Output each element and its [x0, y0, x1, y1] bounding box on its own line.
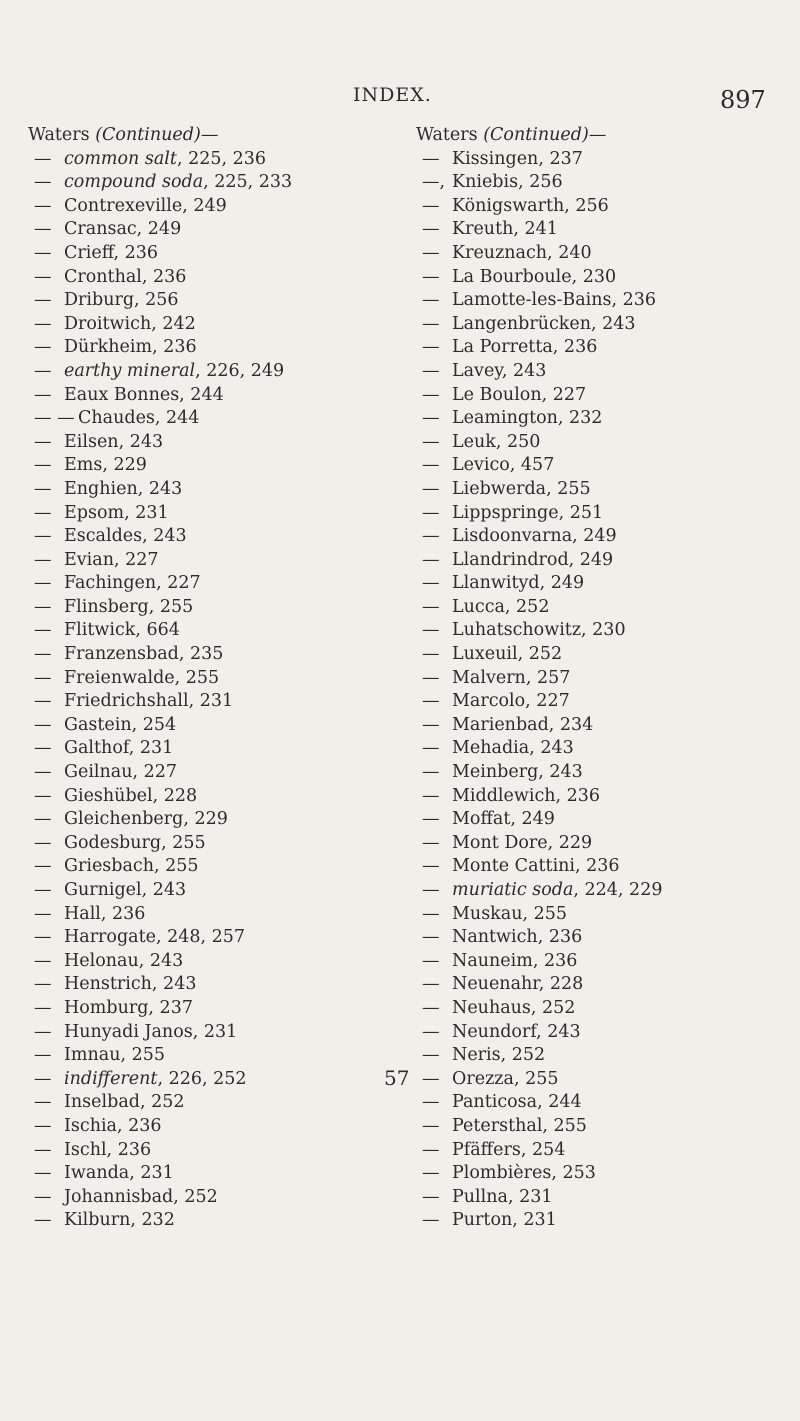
- index-entry: [416, 218, 796, 242]
- right-column: [416, 124, 796, 1233]
- entry-text: Kreuth, 241: [452, 219, 558, 240]
- index-entry: [416, 926, 796, 950]
- entry-dash: —: [422, 1210, 440, 1231]
- entry-text: Ischl, 236: [64, 1139, 152, 1160]
- entry-dash: —: [422, 266, 440, 287]
- entry-text: Dürkheim, 236: [64, 337, 197, 358]
- entry-dash: —: [34, 738, 52, 759]
- entry-text: Harrogate, 248, 257: [64, 927, 246, 948]
- entry-text: Lavey, 243: [452, 360, 547, 381]
- entry-text: Moffat, 249: [452, 809, 555, 830]
- entry-dash: —: [422, 195, 440, 216]
- index-entry: [28, 690, 358, 714]
- entry-dash: —: [422, 502, 440, 523]
- entry-text: Neuenahr, 228: [452, 974, 584, 995]
- index-entry: [416, 973, 796, 997]
- entry-text: Inselbad, 252: [64, 1092, 185, 1113]
- index-entry: [416, 195, 796, 219]
- entry-dash: —: [34, 809, 52, 830]
- entry-dash: —: [422, 596, 440, 617]
- entry-dash: —: [34, 1045, 52, 1066]
- index-entry: [416, 1068, 796, 1092]
- index-entry: [28, 148, 358, 172]
- entry-text: Meinberg, 243: [452, 762, 583, 783]
- index-entry: [416, 502, 796, 526]
- entry-text: Gieshübel, 228: [64, 785, 198, 806]
- entry-dash: —: [422, 1045, 440, 1066]
- entry-dash: —: [34, 1021, 52, 1042]
- entry-dash: —: [422, 526, 440, 547]
- entry-dash: —: [422, 880, 440, 900]
- entry-dash: —: [422, 313, 440, 334]
- index-entry: [28, 1139, 358, 1163]
- index-entry: [416, 690, 796, 714]
- entry-text: Llandrindrod, 249: [452, 549, 614, 570]
- entry-dash: —: [34, 644, 52, 665]
- entry-dash: —: [422, 1092, 440, 1113]
- index-entry: [416, 171, 796, 195]
- index-entry: [416, 643, 796, 667]
- entry-text: Marienbad, 234: [452, 714, 594, 735]
- index-entry: [28, 431, 358, 455]
- index-entry: [28, 808, 358, 832]
- entry-dash: —: [34, 1092, 52, 1113]
- index-entry: [416, 549, 796, 573]
- entry-text: Lamotte-les-Bains, 236: [452, 290, 657, 311]
- index-entry: [28, 454, 358, 478]
- index-entry: [416, 950, 796, 974]
- index-entry: [416, 313, 796, 337]
- entry-dash: —: [34, 832, 52, 853]
- entry-dash: —: [34, 856, 52, 877]
- index-entry: [416, 761, 796, 785]
- column-heading: [28, 124, 358, 148]
- entry-dash: —: [422, 455, 440, 476]
- entry-dash: —: [422, 809, 440, 830]
- heading-main: Waters: [28, 125, 90, 145]
- index-entry: [28, 195, 358, 219]
- entry-text: Geilnau, 227: [64, 762, 178, 783]
- entry-dash: —: [422, 1021, 440, 1042]
- entry-text: Driburg, 256: [64, 290, 179, 311]
- index-entry: [416, 242, 796, 266]
- entry-dash: —: [422, 832, 440, 853]
- entry-dash: —: [422, 950, 440, 971]
- entry-italic-term: muriatic soda: [452, 880, 574, 900]
- entry-dash: —: [422, 738, 440, 759]
- entry-text: Hunyadi Janos, 231: [64, 1021, 238, 1042]
- entry-dash: —: [422, 549, 440, 570]
- entry-dash: —: [422, 431, 440, 452]
- entry-dash: —: [34, 526, 52, 547]
- index-entry: [416, 336, 796, 360]
- entry-text: Chaudes, 244: [78, 408, 200, 429]
- entry-dash: —: [422, 242, 440, 263]
- entry-text: Muskau, 255: [452, 903, 568, 924]
- index-entry: [416, 1209, 796, 1233]
- entry-text: Nantwich, 236: [452, 927, 583, 948]
- entry-text: Griesbach, 255: [64, 856, 199, 877]
- index-entry: [28, 266, 358, 290]
- entry-text: Droitwich, 242: [64, 313, 196, 334]
- entry-text: Gleichenberg, 229: [64, 809, 228, 830]
- heading-main: Waters: [416, 125, 478, 145]
- entry-dash: —: [34, 384, 52, 405]
- entry-dash: —: [34, 195, 52, 216]
- entry-dash: —: [422, 1186, 440, 1207]
- entry-dash: —: [422, 762, 440, 783]
- index-entry: [416, 431, 796, 455]
- entry-dash: —: [34, 714, 52, 735]
- heading-tail: —: [588, 125, 607, 145]
- entry-dash: —: [34, 549, 52, 570]
- entry-italic-term: compound soda: [64, 172, 204, 193]
- entry-text: Panticosa, 244: [452, 1092, 582, 1113]
- entry-dash: —: [34, 1210, 52, 1231]
- index-entry: [28, 997, 358, 1021]
- entry-dash: —: [422, 478, 440, 499]
- entry-text: Henstrich, 243: [64, 974, 197, 995]
- index-entry: [416, 454, 796, 478]
- entry-pages: , 225, 236: [176, 148, 267, 169]
- index-entry: [28, 502, 358, 526]
- entry-text: Neuhaus, 252: [452, 997, 576, 1018]
- entry-text: Monte Cattini, 236: [452, 856, 620, 877]
- entry-pages: , 225, 233: [203, 172, 293, 193]
- entry-text: Lisdoonvarna, 249: [452, 526, 617, 547]
- entry-text: Ems, 229: [64, 455, 147, 476]
- index-entry: [416, 1115, 796, 1139]
- entry-text: Liebwerda, 255: [452, 478, 591, 499]
- entry-text: Purton, 231: [452, 1210, 557, 1231]
- entry-dash: —: [422, 856, 440, 877]
- entry-dash: —: [34, 1163, 52, 1184]
- index-entry: [28, 832, 358, 856]
- entry-dash: —: [422, 384, 440, 405]
- index-entry: [416, 1139, 796, 1163]
- index-entry: [28, 903, 358, 927]
- entry-dash: —: [34, 502, 52, 523]
- entry-text: Levico, 457: [452, 455, 555, 476]
- index-entry: [28, 218, 358, 242]
- entry-text: Godesburg, 255: [64, 832, 206, 853]
- entry-dash: —: [34, 290, 52, 311]
- index-entry: [416, 1162, 796, 1186]
- entry-dash: —: [422, 1115, 440, 1136]
- index-entry: [416, 1186, 796, 1210]
- entry-text: Enghien, 243: [64, 478, 183, 499]
- entry-text: Escaldes, 243: [64, 526, 187, 547]
- entry-text: Kissingen, 237: [452, 148, 583, 169]
- entry-pages: , 226, 252: [157, 1068, 247, 1089]
- entry-dash: —: [34, 620, 52, 641]
- entry-text: Neris, 252: [452, 1045, 546, 1066]
- entry-dash: —: [422, 927, 440, 948]
- entry-dash: —: [34, 573, 52, 594]
- index-entry: [28, 973, 358, 997]
- entry-text: Kreuznach, 240: [452, 242, 592, 263]
- entry-dash: —: [34, 478, 52, 499]
- entry-text: Llanwityd, 249: [452, 573, 585, 594]
- left-column: [28, 124, 358, 1233]
- entry-text: Epsom, 231: [64, 502, 169, 523]
- entry-dash: —: [34, 880, 52, 900]
- entry-text: Marcolo, 227: [452, 691, 570, 712]
- entry-text: Plombières, 253: [452, 1163, 596, 1184]
- entry-dash: —: [34, 242, 52, 263]
- entry-dash: —: [422, 785, 440, 806]
- entry-dash: —: [422, 290, 440, 311]
- entry-text: Pfäffers, 254: [452, 1139, 566, 1160]
- entry-dash: —: [34, 148, 52, 169]
- entry-list: [416, 148, 796, 1233]
- index-entry: [28, 171, 358, 195]
- entry-dash: —: [34, 431, 52, 452]
- index-entry: [28, 1068, 358, 1092]
- entry-text: Luhatschowitz, 230: [452, 620, 626, 641]
- index-entry: [416, 1021, 796, 1045]
- entry-text: Le Boulon, 227: [452, 384, 587, 405]
- entry-text: Middlewich, 236: [452, 785, 601, 806]
- index-entry: [28, 643, 358, 667]
- entry-dash: —: [422, 1139, 440, 1160]
- index-entry: [416, 808, 796, 832]
- index-entry: [416, 289, 796, 313]
- index-entry: [28, 950, 358, 974]
- index-entry: [416, 879, 796, 903]
- entry-text: Malvern, 257: [452, 667, 571, 688]
- entry-dash: —: [34, 1139, 52, 1160]
- index-entry: [28, 384, 358, 408]
- entry-pages: , 224, 229: [573, 880, 663, 900]
- index-entry: [28, 667, 358, 691]
- entry-text: La Porretta, 236: [452, 337, 598, 358]
- index-entry: [416, 384, 796, 408]
- page-header: [0, 84, 800, 118]
- entry-text: Mont Dore, 229: [452, 832, 593, 853]
- entry-text: Flitwick, 664: [64, 620, 180, 641]
- entry-text: Hall, 236: [64, 903, 146, 924]
- entry-dash: —: [422, 974, 440, 995]
- entry-dash: —: [34, 667, 52, 688]
- entry-text: Contrexeville, 249: [64, 195, 227, 216]
- entry-dash: —: [422, 667, 440, 688]
- index-entry: [28, 737, 358, 761]
- heading-continued: (Continued): [483, 125, 589, 145]
- entry-text: Leamington, 232: [452, 408, 603, 429]
- entry-dash: —: [34, 927, 52, 948]
- entry-text: Gurnigel, 243: [64, 880, 187, 900]
- entry-text: Galthof, 231: [64, 738, 174, 759]
- entry-dash: —,: [422, 172, 446, 193]
- entry-text: Freienwalde, 255: [64, 667, 220, 688]
- index-entry: [28, 242, 358, 266]
- entry-text: Langenbrücken, 243: [452, 313, 636, 334]
- index-entry: [416, 737, 796, 761]
- index-entry: [28, 1186, 358, 1210]
- entry-text: Petersthal, 255: [452, 1115, 587, 1136]
- entry-pages: , 226, 249: [195, 360, 285, 381]
- entry-dash: —: [422, 360, 440, 381]
- entry-text: Friedrichshall, 231: [64, 691, 234, 712]
- entry-dash: —: [34, 172, 52, 193]
- entry-text: Mehadia, 243: [452, 738, 574, 759]
- index-entry: [28, 785, 358, 809]
- entry-dash: —: [34, 691, 52, 712]
- column-heading: [416, 124, 796, 148]
- index-entry: [28, 761, 358, 785]
- index-entry: [28, 926, 358, 950]
- entry-text: Fachingen, 227: [64, 573, 201, 594]
- index-entry: [28, 572, 358, 596]
- index-entry: [416, 619, 796, 643]
- index-entry: [28, 1044, 358, 1068]
- entry-dash: —: [422, 620, 440, 641]
- index-entry: [28, 313, 358, 337]
- index-entry: [28, 1209, 358, 1233]
- entry-dash: —: [422, 337, 440, 358]
- entry-dash: —: [422, 903, 440, 924]
- entry-dash: —: [422, 691, 440, 712]
- index-entry: [416, 478, 796, 502]
- entry-dash: —: [422, 1163, 440, 1184]
- index-entry: [28, 714, 358, 738]
- index-entry: [416, 855, 796, 879]
- entry-dash: —: [422, 644, 440, 665]
- heading-tail: —: [200, 125, 219, 145]
- index-entry: [416, 596, 796, 620]
- entry-dash: —: [34, 1115, 52, 1136]
- index-entry: [416, 667, 796, 691]
- entry-dash: —: [34, 785, 52, 806]
- entry-dash: —: [422, 1068, 440, 1089]
- index-entry: [416, 148, 796, 172]
- index-entry: [416, 997, 796, 1021]
- entry-text: La Bourboule, 230: [452, 266, 617, 287]
- entry-dash: —: [422, 573, 440, 594]
- entry-list: [28, 148, 358, 1233]
- running-title: INDEX.: [353, 84, 432, 106]
- entry-text: Eaux Bonnes, 244: [64, 384, 224, 405]
- entry-text: Lippspringe, 251: [452, 502, 604, 523]
- entry-text: Pullna, 231: [452, 1186, 553, 1207]
- entry-dash: —: [422, 219, 440, 240]
- entry-text: Flinsberg, 255: [64, 596, 194, 617]
- entry-dash: —: [34, 596, 52, 617]
- entry-text: Franzensbad, 235: [64, 644, 224, 665]
- entry-text: Imnau, 255: [64, 1045, 166, 1066]
- entry-text: Nauneim, 236: [452, 950, 578, 971]
- entry-text: Helonau, 243: [64, 950, 184, 971]
- index-entry: [28, 525, 358, 549]
- index-entry: [28, 478, 358, 502]
- index-entry: [28, 1115, 358, 1139]
- index-entry: [28, 336, 358, 360]
- index-entry: [416, 832, 796, 856]
- index-entry: [28, 879, 358, 903]
- index-entry: [28, 1021, 358, 1045]
- index-entry: [28, 1091, 358, 1115]
- index-entry: [416, 360, 796, 384]
- index-entry: [28, 360, 358, 384]
- entry-dash: —: [34, 762, 52, 783]
- entry-text: Neundorf, 243: [452, 1021, 581, 1042]
- index-entry: [416, 1091, 796, 1115]
- page-number: 897: [720, 86, 766, 114]
- index-entry: [28, 596, 358, 620]
- entry-dash: —: [34, 903, 52, 924]
- entry-text: Eilsen, 243: [64, 431, 164, 452]
- index-entry: [416, 525, 796, 549]
- entry-dash: —: [34, 997, 52, 1018]
- entry-italic-term: common salt: [64, 148, 177, 169]
- index-entry: [28, 289, 358, 313]
- heading-continued: (Continued): [95, 125, 201, 145]
- entry-text: Cransac, 249: [64, 219, 182, 240]
- entry-text: Homburg, 237: [64, 997, 193, 1018]
- index-entry: [416, 785, 796, 809]
- index-entry: [28, 549, 358, 573]
- entry-text: Crieff, 236: [64, 242, 159, 263]
- entry-text: Iwanda, 231: [64, 1163, 174, 1184]
- entry-text: Leuk, 250: [452, 431, 541, 452]
- entry-text: Orezza, 255: [452, 1068, 559, 1089]
- entry-dash: —: [34, 337, 52, 358]
- entry-text: Kniebis, 256: [452, 172, 563, 193]
- index-entry: [28, 619, 358, 643]
- entry-italic-term: earthy mineral: [64, 360, 196, 381]
- index-entry: [416, 1044, 796, 1068]
- entry-text: Evian, 227: [64, 549, 159, 570]
- entry-dash: —: [34, 1068, 52, 1089]
- entry-text: Johannisbad, 252: [64, 1186, 218, 1207]
- index-entry: [416, 266, 796, 290]
- entry-dash: —: [34, 313, 52, 334]
- entry-dash: —: [422, 997, 440, 1018]
- entry-italic-term: indifferent: [64, 1068, 158, 1089]
- entry-dash: —: [34, 360, 52, 381]
- entry-dash: —: [422, 408, 440, 429]
- entry-dash: —: [34, 1186, 52, 1207]
- index-entry: [28, 407, 358, 431]
- index-entry: [28, 855, 358, 879]
- entry-text: Cronthal, 236: [64, 266, 187, 287]
- entry-dash: — —: [34, 408, 75, 429]
- entry-dash: —: [422, 148, 440, 169]
- entry-dash: —: [34, 266, 52, 287]
- entry-text: Lucca, 252: [452, 596, 550, 617]
- entry-dash: —: [422, 714, 440, 735]
- entry-text: Ischia, 236: [64, 1115, 162, 1136]
- entry-dash: —: [34, 219, 52, 240]
- entry-dash: —: [34, 455, 52, 476]
- index-entry: [28, 1162, 358, 1186]
- entry-text: Kilburn, 232: [64, 1210, 175, 1231]
- index-entry: [416, 572, 796, 596]
- entry-text: Luxeuil, 252: [452, 644, 563, 665]
- index-entry: [416, 903, 796, 927]
- entry-dash: —: [34, 974, 52, 995]
- entry-text: Gastein, 254: [64, 714, 177, 735]
- index-entry: [416, 407, 796, 431]
- index-entry: [416, 714, 796, 738]
- signature-mark: 57: [384, 1066, 410, 1090]
- entry-text: Königswarth, 256: [452, 195, 609, 216]
- entry-dash: —: [34, 950, 52, 971]
